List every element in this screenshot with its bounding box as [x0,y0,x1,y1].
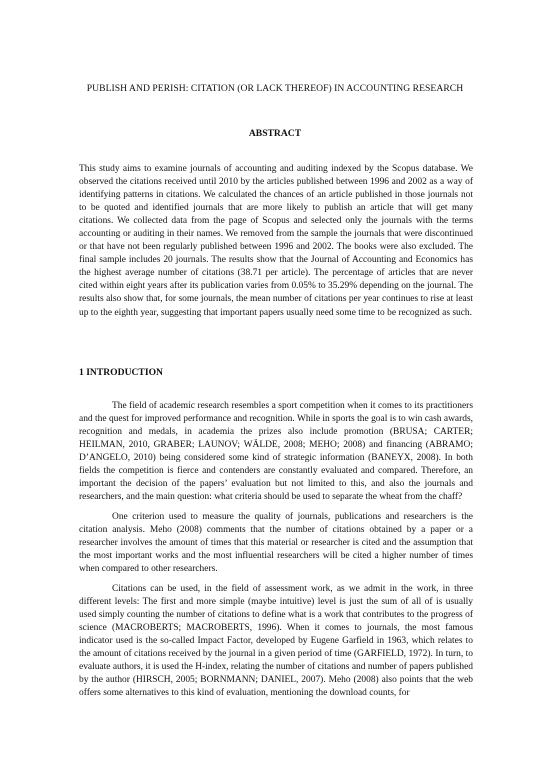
introduction-paragraph-3: Citations can be used, in the field of assessment work, as we admit in the work, in three different levels: The first and more simple (maybe intuitive) level is just the sum of all of is usually used simply counting the number of citations to define what is a work that contributes to the progress of science (MACROBERTS; MACROBERTS, 1996). When it comes to journals, the most famous indicator used is the so-called Impact Factor, developed by Eugene Garfield in 1963, which relates to the amount of citations received by the journal in a given period of time (GARFIELD, 1972). In turn, to evaluate authors, it is used the H-index, relating the number of citations and number of papers published by the author (HIRSCH, 2005; BORNMANN; DANIEL, 2007). Meho (2008) also points that the web offers some alternatives to this kind of evaluation, mentioning the download counts, for [79,583,473,698]
introduction-paragraph-2: One criterion used to measure the quality of journals, publications and researchers is the citation analysis. Meho (2008) comments that the number of citations obtained by a paper or a researcher involves the amount of times that this material or researcher is cited and the assumption that the most important works and the most influential researchers will be cited a higher number of times when compared to other researchers. [79,511,473,575]
abstract-heading: ABSTRACT [248,128,302,139]
introduction-heading: 1 INTRODUCTION [79,367,163,378]
abstract-text: This study aims to examine journals of accounting and auditing indexed by the Scopus database. We observed the citations received until 2010 by the articles published between 1996 and 2002 as a way of identifying patterns in citations. We calculated the chances of an article published in those journals not to be quoted and identified journals that are more likely to publish an article that will get many citations. We collected data from the page of Scopus and selected only the journals with the terms accounting or auditing in their names. We removed from the sample the journals that were discontinued or that have not been regularly published between 1996 and 2002. The books were also excluded. The final sample includes 20 journals. The results show that the Journal of Accounting and Economics has the highest average number of citations (38.71 per article). The percentage of articles that are never cited within eight years after its publication varies from 0.05% to 35.29% depending on the journal. The results also show that, for some journals, the mean number of citations per year continues to rise at least up to the eighth year, suggesting that important papers usually need some time to be recognized as such. [79,164,473,318]
introduction-body [79,400,473,707]
paper-title: PUBLISH AND PERISH: CITATION (OR LACK THEREOF) IN ACCOUNTING RESEARCH [86,83,464,94]
introduction-paragraph-1: The field of academic research resembles a sport competition when it comes to its practitioners and the quest for improved performance and recognition. While in sports the goal is to win cash awards, recognition and medals, in academia the prizes also include promotion (BRUSA; CARTER; HEILMAN, 2010, GRABER; LAUNOV; WÄLDE, 2008; MEHO; 2008) and financing (ABRAMO; D’ANGELO, 2010) being considered some kind of strategic information (BANEYX, 2008). In both fields the competition is fierce and contenders are constantly evaluated and compared. Therefore, an important the decision of the papers’ evaluation but not limited to this, and also the journals and researchers, and the main question: what criteria should be used to separate the wheat from the chaff? [79,401,473,503]
